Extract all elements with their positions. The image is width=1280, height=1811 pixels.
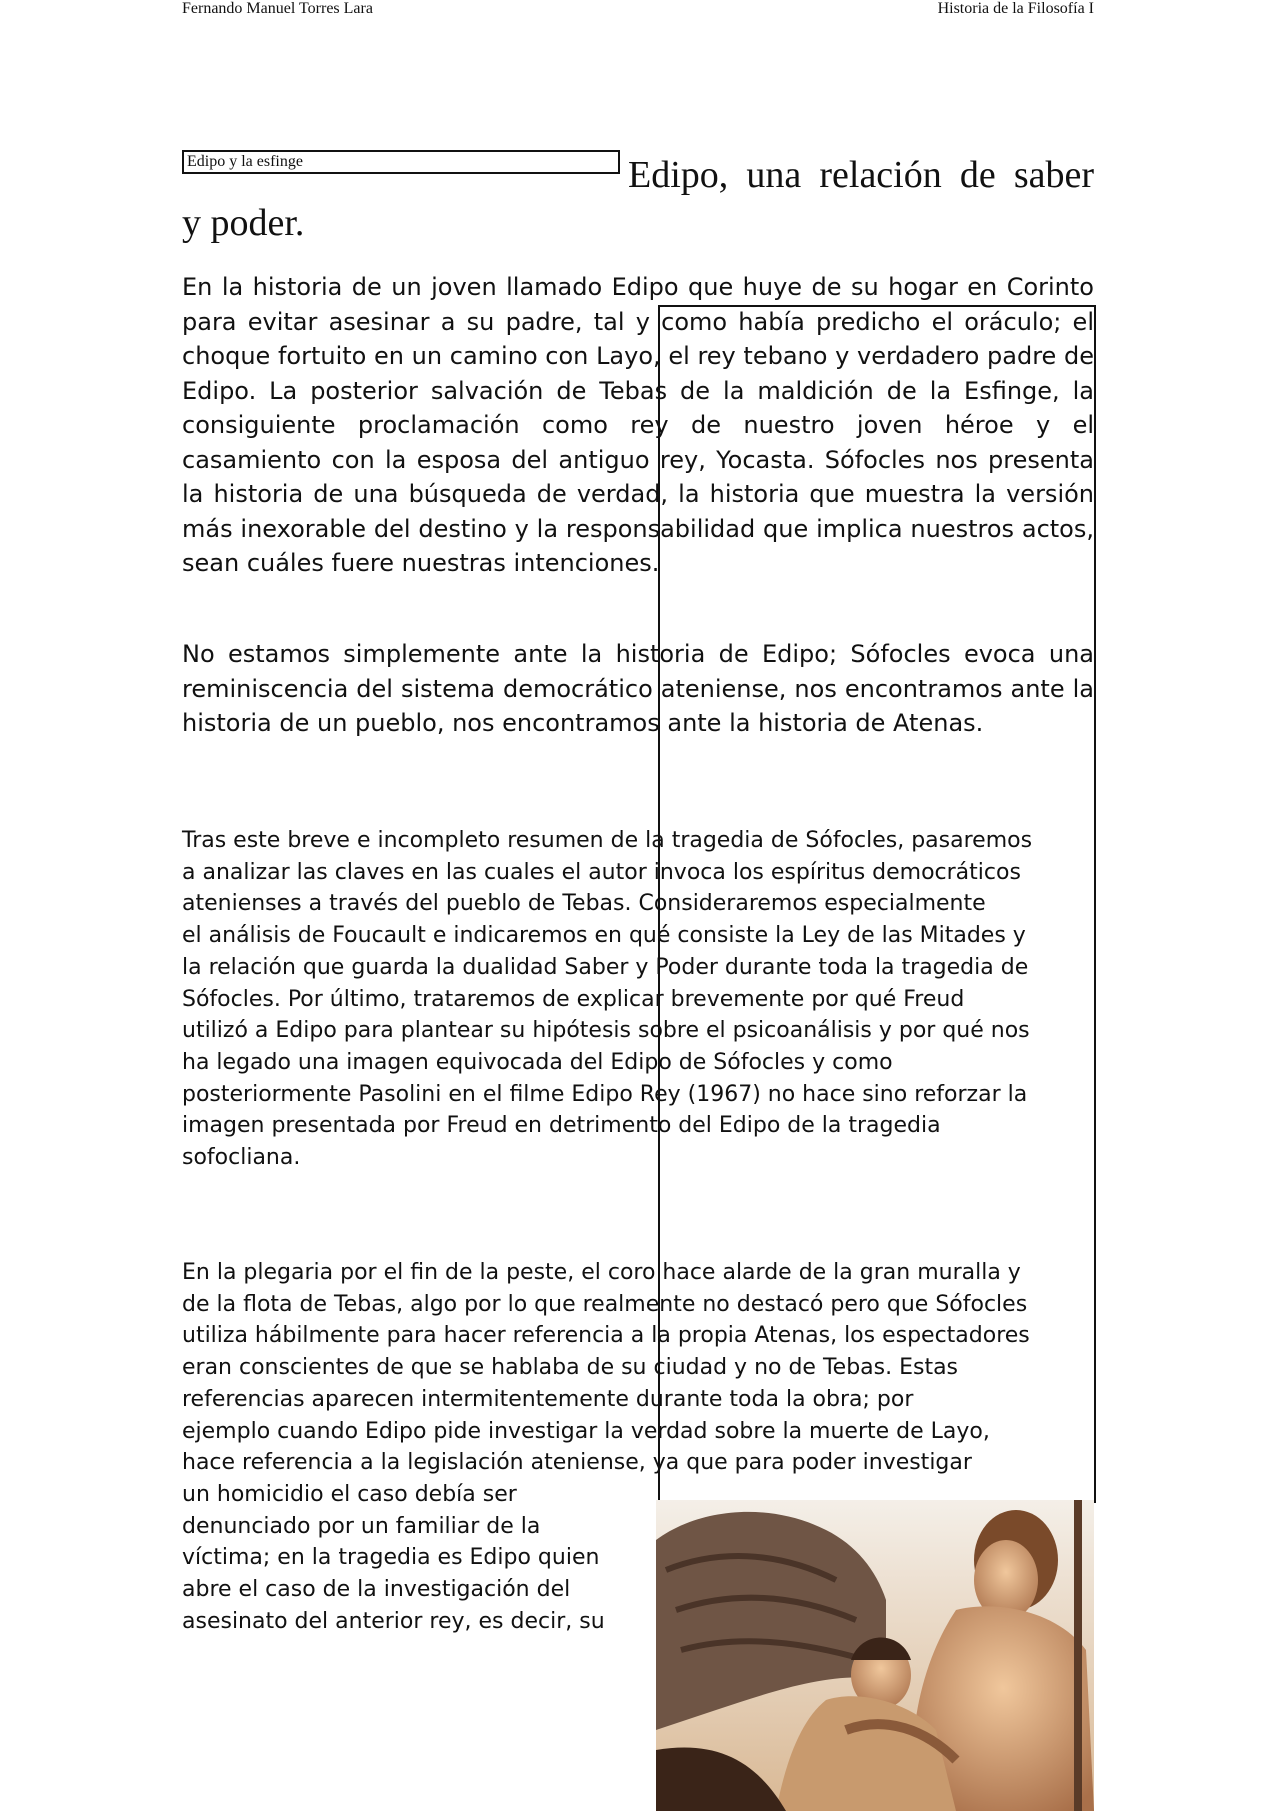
page-title-continuation: y poder.	[182, 202, 305, 244]
text-line: eran conscientes de que se hablaba de su ciudad y no de Tebas. Estas	[182, 1355, 959, 1381]
text-line: un homicidio el caso debía ser	[182, 1482, 517, 1507]
text-line: asesinato del anterior rey, es decir, su	[182, 1608, 605, 1634]
painting-image	[656, 1500, 1094, 1811]
painting-oedipus-sphinx	[656, 1500, 1094, 1811]
text-line: utiliza hábilmente para hacer referencia a la propia Atenas, los espectadores	[182, 1323, 1030, 1349]
text-line: denunciado por un familiar de la	[182, 1513, 541, 1539]
text-line: hace referencia a la legislación ateniense, ya que para poder investigar	[182, 1450, 972, 1476]
paragraph-athens: No estamos simplemente ante la historia de Edipo; Sófocles evoca una reminiscencia del sistema democrático ateniense, nos encontramos ante la historia de un pueblo, nos encontramos ante la historia de Atenas.	[182, 640, 1094, 737]
text-line: ha legado una imagen equivocada del Edipo de Sófocles y como	[182, 1049, 893, 1075]
oedipus-staff	[1074, 1500, 1082, 1811]
header-course: Historia de la Filosofía I	[937, 0, 1094, 17]
paragraph-plegaria-continuation	[182, 1479, 637, 1638]
text-line: atenienses a través del pueblo de Tebas. Consideraremos especialmente	[182, 891, 986, 917]
text-line: referencias aparecen intermitentemente durante toda la obra; por	[182, 1386, 914, 1412]
text-line: ejemplo cuando Edipo pide investigar la verdad sobre la muerte de Layo,	[182, 1418, 990, 1444]
paragraph-intro: En la historia de un joven llamado Edipo que huye de su hogar en Corinto para evitar asesinar a su padre, tal y como había predicho el oráculo; el choque fortuito en un camino con Layo, el rey tebano y verdadero padre de Edipo. La posterior salvación de Tebas de la maldición de la Esfinge, la consiguiente proclamación como rey de nuestro joven héroe y el casamiento con la esposa del antiguo rey, Yocasta. Sófocles nos presenta la historia de una búsqueda de verdad, la historia que muestra la versión más inexorable del destino y la responsabilidad que implica nuestros actos, sean cuáles fuere nuestras intenciones.	[182, 273, 1094, 577]
figure-frame	[658, 305, 1096, 1503]
text-line: En la plegaria por el fin de la peste, el coro hace alarde de la gran muralla y	[182, 1260, 1021, 1285]
text-line: posteriormente Pasolini en el filme Edipo Rey (1967) no hace sino reforzar la	[182, 1081, 1028, 1107]
text-line: imagen presentada por Freud en detrimento del Edipo de la tragedia	[182, 1113, 941, 1139]
text-line: la relación que guarda la dualidad Saber y Poder durante toda la tragedia de	[182, 954, 1029, 980]
text-line: sofocliana.	[182, 1145, 301, 1171]
text-line: Sófocles. Por último, trataremos de explicar brevemente por qué Freud	[182, 986, 965, 1012]
header-author: Fernando Manuel Torres Lara	[182, 0, 373, 17]
page-title: Edipo, una relación de saber	[628, 154, 1094, 196]
text-line: abre el caso de la investigación del	[182, 1577, 571, 1603]
text-line: Tras este breve e incompleto resumen de la tragedia de Sófocles, pasaremos	[182, 828, 1033, 853]
text-line: a analizar las claves en las cuales el autor invoca los espíritus democráticos	[182, 859, 1021, 885]
figure-caption: Edipo y la esfinge	[182, 150, 620, 174]
text-line: el análisis de Foucault e indicaremos en qué consiste la Ley de las Mitades y	[182, 923, 1026, 949]
text-line: víctima; en la tragedia es Edipo quien	[182, 1545, 600, 1571]
text-line: de la flota de Tebas, algo por lo que realmente no destacó pero que Sófocles	[182, 1291, 1028, 1317]
text-line: utilizó a Edipo para plantear su hipótesis sobre el psicoanálisis y por qué nos	[182, 1018, 1030, 1044]
